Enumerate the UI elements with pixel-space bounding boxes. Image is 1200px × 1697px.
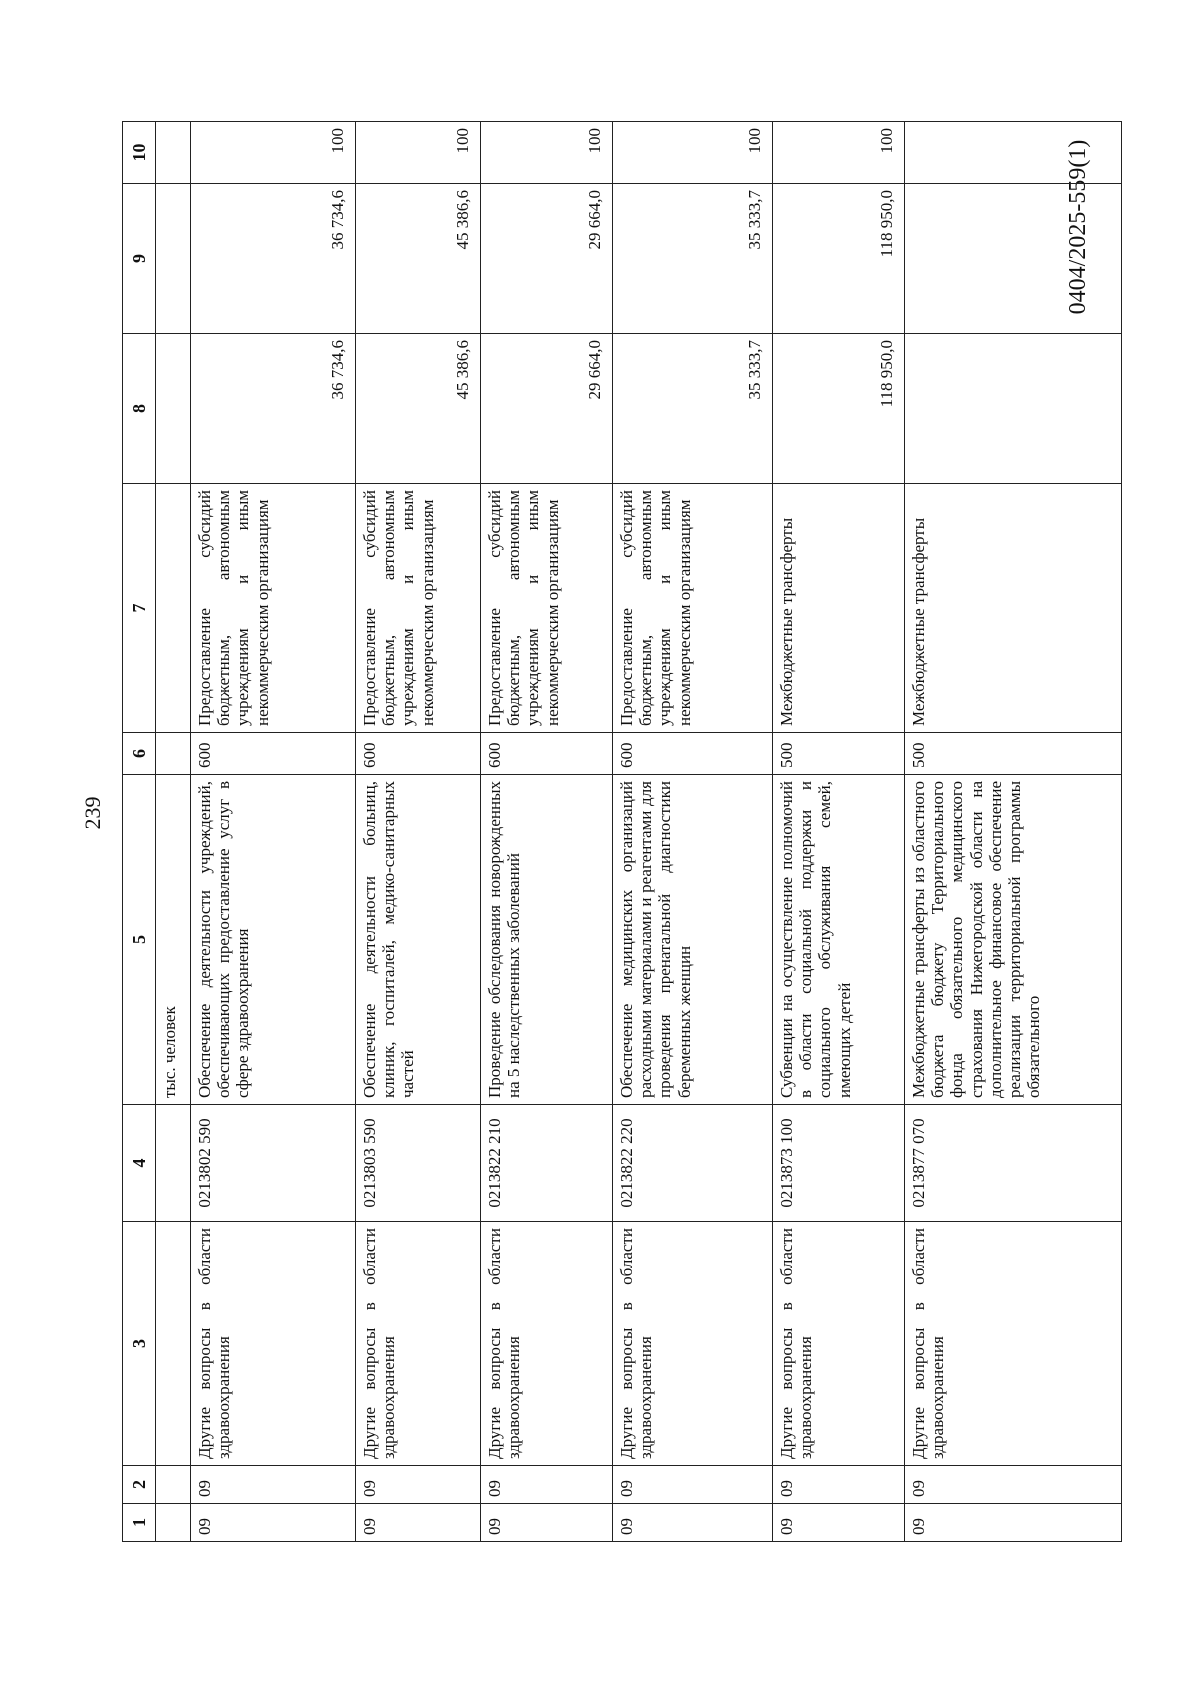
unit-label: тыс. человек [156,775,191,1105]
amount-planned: 118 950,0 [773,334,905,484]
target-article-code: 0213822 210 [481,1105,613,1222]
amount-planned: 36 734,6 [191,334,356,484]
subsection-code: 09 [191,1466,356,1504]
table-row [613,122,773,1542]
expense-type-code: 600 [613,733,773,775]
section-name: Другие вопросы в области здравоохранения [191,1222,356,1466]
target-article-name: Субвенции на осуществление полномочий в области социальной поддержки и социального обслуживания семей, имеющих детей [773,775,905,1105]
amount-planned: 29 664,0 [481,334,613,484]
target-article-name: Обеспечение деятельности больниц, клиник, госпиталей, медико-санитарных частей [356,775,481,1105]
column-header: 4 [123,1105,156,1222]
page-number: 239 [80,796,105,830]
section-name: Другие вопросы в области здравоохранения [481,1222,613,1466]
table-row [905,122,1122,1542]
section-code: 09 [613,1504,773,1542]
column-numbers-row [123,122,156,1542]
amount-executed: 36 734,6 [191,184,356,334]
section-name: Другие вопросы в области здравоохранения [905,1222,1122,1466]
column-header: 5 [123,775,156,1105]
target-article-name: Проведение обследования новорожденных на 5 наследственных заболеваний [481,775,613,1105]
expense-type-name: Межбюджетные трансферты [905,484,1122,733]
expense-type-name: Предоставление субсидий бюджетным, автономным учреждениям и иным некоммерческим организациям [191,484,356,733]
table-header [123,122,156,1542]
section-code: 09 [905,1504,1122,1542]
table-row [356,122,481,1542]
expense-type-name: Предоставление субсидий бюджетным, автономным учреждениям и иным некоммерческим организациям [613,484,773,733]
amount-executed: 29 664,0 [481,184,613,334]
subsection-code: 09 [356,1466,481,1504]
section-code: 09 [356,1504,481,1542]
expense-type-name: Межбюджетные трансферты [773,484,905,733]
expense-type-code: 600 [191,733,356,775]
target-article-name: Обеспечение деятельности учреждений, обеспечивающих предоставление услуг в сфере здравоохранения [191,775,356,1105]
expense-type-code: 500 [773,733,905,775]
execution-percent: 100 [356,122,481,184]
expense-type-name: Предоставление субсидий бюджетным, автономным учреждениям и иным некоммерческим организациям [356,484,481,733]
section-name: Другие вопросы в области здравоохранения [613,1222,773,1466]
execution-percent: 100 [613,122,773,184]
column-header: 10 [123,122,156,184]
target-article-code: 0213802 590 [191,1105,356,1222]
document-code: 0404/2025-559(1) [1065,139,1091,315]
expense-type-code: 500 [905,733,1122,775]
table-row [773,122,905,1542]
expense-type-code: 600 [481,733,613,775]
target-article-code: 0213822 220 [613,1105,773,1222]
amount-planned: 45 386,6 [356,334,481,484]
target-article-name: Обеспечение медицинских организаций расходными материалами и реагентами для проведения пренатальной диагностики беременных женщин [613,775,773,1105]
column-header: 1 [123,1504,156,1542]
amount-executed [905,184,1122,334]
section-code: 09 [481,1504,613,1542]
execution-percent [905,122,1122,184]
subsection-code: 09 [773,1466,905,1504]
section-code: 09 [773,1504,905,1542]
amount-executed: 45 386,6 [356,184,481,334]
column-header: 6 [123,733,156,775]
target-article-name: Межбюджетные трансферты из областного бюджета бюджету Территориального фонда обязательного медицинского страхования Нижегородской области на дополнительное финансовое обеспечение реализации территориальной программы обязательного [905,775,1122,1105]
amount-planned: 35 333,7 [613,334,773,484]
amount-planned [905,334,1122,484]
target-article-code: 0213877 070 [905,1105,1122,1222]
unit-row [156,122,191,1542]
target-article-code: 0213873 100 [773,1105,905,1222]
amount-executed: 118 950,0 [773,184,905,334]
table-row [481,122,613,1542]
column-header: 3 [123,1222,156,1466]
execution-percent: 100 [773,122,905,184]
subsection-code: 09 [905,1466,1122,1504]
section-name: Другие вопросы в области здравоохранения [773,1222,905,1466]
subsection-code: 09 [613,1466,773,1504]
table-row [191,122,356,1542]
column-header: 2 [123,1466,156,1504]
execution-percent: 100 [191,122,356,184]
column-header: 9 [123,184,156,334]
section-code: 09 [191,1504,356,1542]
section-name: Другие вопросы в области здравоохранения [356,1222,481,1466]
subsection-code: 09 [481,1466,613,1504]
column-header: 7 [123,484,156,733]
target-article-code: 0213803 590 [356,1105,481,1222]
rotated-table-container [122,122,1122,1542]
column-header: 8 [123,334,156,484]
execution-percent: 100 [481,122,613,184]
amount-executed: 35 333,7 [613,184,773,334]
expense-type-code: 600 [356,733,481,775]
budget-table [122,121,1122,1542]
expense-type-name: Предоставление субсидий бюджетным, автономным учреждениям и иным некоммерческим организациям [481,484,613,733]
